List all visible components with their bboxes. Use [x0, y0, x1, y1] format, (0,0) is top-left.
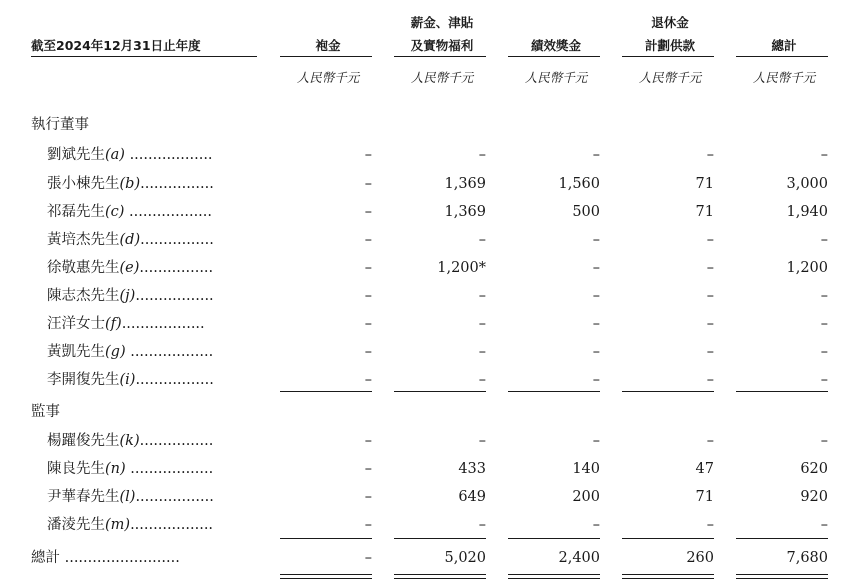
value-fee: –	[364, 344, 372, 360]
value-total: –	[820, 344, 828, 360]
value-fee: –	[364, 232, 372, 248]
value-pension: –	[706, 288, 714, 304]
person-name: 陳志杰先生	[47, 288, 120, 304]
footnote-ref: (m)	[105, 517, 131, 533]
person-name: 陳良先生	[47, 461, 105, 477]
unit-label: 人民幣千元	[410, 70, 474, 85]
person-name: 楊躍俊先生	[47, 433, 120, 449]
total-name: 總計	[31, 550, 60, 566]
table-row	[0, 282, 863, 310]
value-pension: –	[706, 232, 714, 248]
value-salary: 433	[458, 461, 486, 477]
person-name: 潘淩先生	[47, 517, 105, 533]
total-rule	[280, 538, 372, 539]
value-salary: –	[478, 433, 486, 449]
footnote-ref: (a)	[105, 147, 125, 163]
double-rule	[508, 578, 600, 579]
table-row	[0, 310, 863, 338]
header-rule	[736, 56, 828, 57]
row-label	[47, 310, 205, 338]
double-rule	[508, 574, 600, 575]
table-row	[0, 170, 863, 198]
dot-leader: .........................	[60, 550, 180, 566]
value-pension: –	[706, 344, 714, 360]
dot-leader: .................	[135, 288, 214, 304]
value-total: –	[820, 232, 828, 248]
value-bonus: 200	[572, 489, 600, 505]
value-fee: –	[364, 489, 372, 505]
col-header-pension-top: 退休金	[651, 15, 689, 30]
total-value-pension: 260	[686, 550, 714, 566]
value-pension: 71	[695, 176, 714, 192]
person-name: 徐敬惠先生	[47, 260, 120, 276]
row-label	[47, 254, 213, 282]
person-name: 祁磊先生	[47, 204, 105, 220]
unit-label: 人民幣千元	[296, 70, 360, 85]
value-total: 1,940	[786, 204, 828, 220]
double-rule	[622, 578, 714, 579]
value-salary: –	[478, 517, 486, 533]
value-bonus: –	[592, 260, 600, 276]
dot-leader: .................	[135, 489, 214, 505]
value-fee: –	[364, 372, 372, 388]
double-rule	[280, 574, 372, 575]
value-salary: 1,200*	[437, 260, 486, 276]
value-fee: –	[364, 517, 372, 533]
value-bonus: –	[592, 147, 600, 163]
person-name: 黃培杰先生	[47, 232, 120, 248]
value-salary: –	[478, 372, 486, 388]
person-name: 尹華春先生	[47, 489, 120, 505]
value-fee: –	[364, 461, 372, 477]
value-fee: –	[364, 433, 372, 449]
dot-leader: .................	[135, 372, 214, 388]
col-header-salary-top: 薪金、津貼	[410, 15, 474, 30]
table-row	[0, 511, 863, 539]
footnote-ref: (g)	[105, 344, 126, 360]
value-salary: 1,369	[444, 204, 486, 220]
total-rule	[508, 538, 600, 539]
footnote-ref: (i)	[119, 372, 136, 388]
value-salary: 649	[458, 489, 486, 505]
value-pension: 71	[695, 204, 714, 220]
dot-leader: ..................	[125, 344, 214, 360]
row-label	[47, 282, 214, 310]
value-total: 620	[800, 461, 828, 477]
person-name: 李開復先生	[47, 372, 120, 388]
value-total: –	[820, 147, 828, 163]
total-rule	[622, 538, 714, 539]
value-salary: –	[478, 288, 486, 304]
header-rule	[31, 56, 257, 57]
value-pension: –	[706, 372, 714, 388]
person-name: 張小棟先生	[47, 176, 120, 192]
value-pension: –	[706, 433, 714, 449]
col-header-total: 總計	[771, 38, 797, 53]
row-label	[47, 198, 212, 226]
table-row	[0, 427, 863, 455]
value-total: –	[820, 433, 828, 449]
subtotal-rule	[736, 391, 828, 392]
value-total: –	[820, 316, 828, 332]
dot-leader: ................	[140, 232, 214, 248]
value-pension: 71	[695, 489, 714, 505]
value-bonus: –	[592, 433, 600, 449]
value-bonus: –	[592, 344, 600, 360]
unit-label: 人民幣千元	[752, 70, 816, 85]
header-rule	[508, 56, 600, 57]
value-fee: –	[364, 316, 372, 332]
section-title-executive-directors: 執行董事	[31, 117, 89, 133]
value-bonus: 140	[572, 461, 600, 477]
value-bonus: 500	[572, 204, 600, 220]
total-value-salary: 5,020	[444, 550, 486, 566]
value-total: –	[820, 517, 828, 533]
footnote-ref: (e)	[119, 260, 140, 276]
section-title-supervisors: 監事	[31, 404, 60, 420]
subtotal-rule	[508, 391, 600, 392]
row-label	[47, 483, 214, 511]
row-label	[47, 427, 213, 455]
value-fee: –	[364, 288, 372, 304]
table-row	[0, 198, 863, 226]
dot-leader: ..................	[124, 204, 213, 220]
double-rule	[736, 574, 828, 575]
dot-leader: ................	[140, 176, 214, 192]
header-rule	[280, 56, 372, 57]
col-header-fee: 袍金	[315, 38, 341, 53]
value-salary: –	[478, 232, 486, 248]
row-label	[47, 338, 213, 366]
value-fee: –	[364, 147, 372, 163]
row-label	[47, 170, 214, 198]
double-rule	[394, 574, 486, 575]
total-value-fee: –	[364, 550, 372, 566]
value-salary: –	[478, 147, 486, 163]
double-rule	[622, 574, 714, 575]
footnote-ref: (n)	[105, 461, 126, 477]
dot-leader: ..................	[130, 517, 214, 533]
unit-label: 人民幣千元	[524, 70, 588, 85]
person-name: 劉斌先生	[47, 147, 105, 163]
unit-label: 人民幣千元	[638, 70, 702, 85]
table-row	[0, 366, 863, 394]
value-total: 1,200	[786, 260, 828, 276]
person-name: 汪洋女士	[47, 316, 105, 332]
table-row	[0, 338, 863, 366]
value-pension: –	[706, 147, 714, 163]
period-label: 截至2024年12月31日止年度	[31, 38, 201, 53]
col-header-pension: 計劃供款	[644, 38, 695, 53]
total-rule	[736, 538, 828, 539]
value-total: 3,000	[786, 176, 828, 192]
value-bonus: –	[592, 372, 600, 388]
col-header-bonus: 績效獎金	[530, 38, 581, 53]
value-fee: –	[364, 260, 372, 276]
row-label	[47, 455, 213, 483]
total-rule	[394, 538, 486, 539]
footnote-ref: (j)	[119, 288, 136, 304]
footnote-ref: (f)	[105, 316, 122, 332]
total-value-total: 7,680	[786, 550, 828, 566]
dot-leader: ..................	[124, 147, 213, 163]
row-label	[47, 141, 213, 169]
footnote-ref: (b)	[119, 176, 141, 192]
value-pension: –	[706, 517, 714, 533]
table-row	[0, 141, 863, 169]
value-total: –	[820, 372, 828, 388]
dot-leader: ..................	[125, 461, 214, 477]
footnote-ref: (l)	[119, 489, 136, 505]
col-header-salary: 及實物福利	[410, 38, 474, 53]
value-bonus: –	[592, 517, 600, 533]
table-row	[0, 226, 863, 254]
row-label	[47, 226, 214, 254]
value-total: 920	[800, 489, 828, 505]
row-label	[47, 511, 213, 539]
footnote-ref: (c)	[105, 204, 125, 220]
dot-leader: ................	[139, 260, 214, 276]
double-rule	[736, 578, 828, 579]
value-bonus: –	[592, 232, 600, 248]
subtotal-rule	[622, 391, 714, 392]
double-rule	[280, 578, 372, 579]
dot-leader: ................	[139, 433, 214, 449]
row-label	[47, 366, 214, 394]
subtotal-rule	[394, 391, 486, 392]
person-name: 黃凱先生	[47, 344, 105, 360]
total-value-bonus: 2,400	[558, 550, 600, 566]
footnote-ref: (k)	[119, 433, 140, 449]
value-fee: –	[364, 176, 372, 192]
value-pension: –	[706, 316, 714, 332]
table-row	[0, 455, 863, 483]
value-total: –	[820, 288, 828, 304]
value-salary: 1,369	[444, 176, 486, 192]
header-rule	[394, 56, 486, 57]
value-salary: –	[478, 316, 486, 332]
value-bonus: –	[592, 288, 600, 304]
total-label	[31, 544, 180, 572]
header-rule	[622, 56, 714, 57]
value-pension: –	[706, 260, 714, 276]
table-row	[0, 254, 863, 282]
value-fee: –	[364, 204, 372, 220]
value-bonus: 1,560	[558, 176, 600, 192]
subtotal-rule	[280, 391, 372, 392]
value-salary: –	[478, 344, 486, 360]
value-pension: 47	[695, 461, 714, 477]
table-row	[0, 483, 863, 511]
double-rule	[394, 578, 486, 579]
footnote-ref: (d)	[119, 232, 141, 248]
dot-leader: ..................	[121, 316, 205, 332]
value-bonus: –	[592, 316, 600, 332]
total-row	[0, 544, 863, 572]
